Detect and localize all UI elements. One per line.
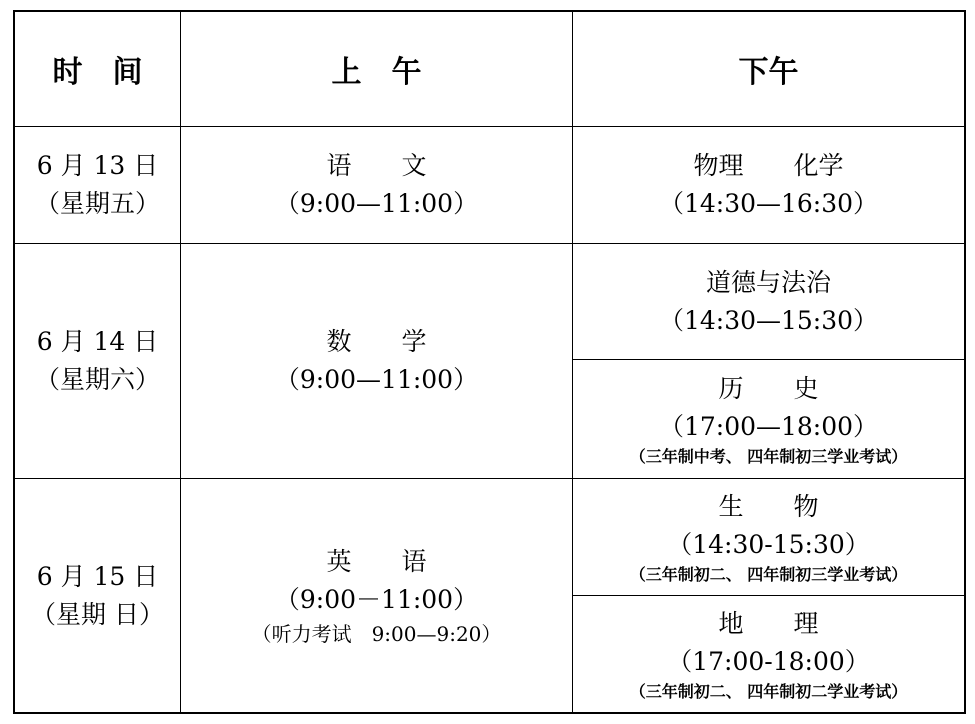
- subject-name: 历 史: [718, 374, 819, 403]
- subject-name: 道德与法治: [705, 267, 831, 297]
- weekday-label: （星期五）: [34, 189, 160, 218]
- exam-time: （9:00—11:00）: [274, 189, 479, 218]
- header-morning: 上 午: [331, 55, 422, 90]
- date-label: 6 月 13 日: [36, 151, 159, 180]
- morning-exam-cell: [181, 479, 572, 712]
- exam-time: （17:00-18:00）: [667, 647, 870, 676]
- date-cell: [15, 479, 180, 712]
- header-afternoon: 下午: [738, 55, 799, 90]
- date-cell: [15, 127, 180, 243]
- exam-time: （14:30—16:30）: [658, 189, 879, 218]
- header-time: 时 间: [52, 55, 143, 90]
- subject-name: 生 物: [718, 492, 819, 521]
- afternoon-exam-cell: [573, 244, 964, 359]
- morning-exam-cell: [181, 127, 572, 243]
- afternoon-exam-cell: [573, 479, 964, 595]
- listening-test-note: （听力考试 9:00—9:20）: [251, 621, 502, 646]
- subject-name: 数 学: [326, 327, 427, 356]
- subject-name: 地 理: [718, 609, 819, 638]
- afternoon-exam-cell: [573, 360, 964, 478]
- exam-time: （9:00－11:00）: [274, 584, 479, 614]
- morning-exam-cell: [181, 244, 572, 478]
- weekday-label: （星期六）: [34, 365, 160, 394]
- exam-time: （9:00—11:00）: [274, 365, 479, 394]
- exam-note: （三年制中考、 四年制初三学业考试）: [629, 447, 908, 466]
- exam-time: （17:00—18:00）: [658, 412, 879, 441]
- date-label: 6 月 15 日: [36, 561, 159, 591]
- exam-time: （14:30-15:30）: [667, 530, 870, 559]
- exam-note: （三年制初二、 四年制初二学业考试）: [629, 682, 908, 701]
- subject-name: 物理 化学: [693, 151, 844, 180]
- exam-note: （三年制初二、 四年制初三学业考试）: [629, 565, 908, 584]
- subject-name: 英 语: [326, 546, 427, 576]
- subject-name: 语 文: [326, 151, 427, 180]
- weekday-label: （星期 日）: [31, 599, 164, 629]
- date-label: 6 月 14 日: [36, 327, 159, 356]
- afternoon-exam-cell: [573, 127, 964, 243]
- date-cell: [15, 244, 180, 478]
- afternoon-exam-cell: [573, 596, 964, 712]
- exam-time: （14:30—15:30）: [658, 305, 879, 335]
